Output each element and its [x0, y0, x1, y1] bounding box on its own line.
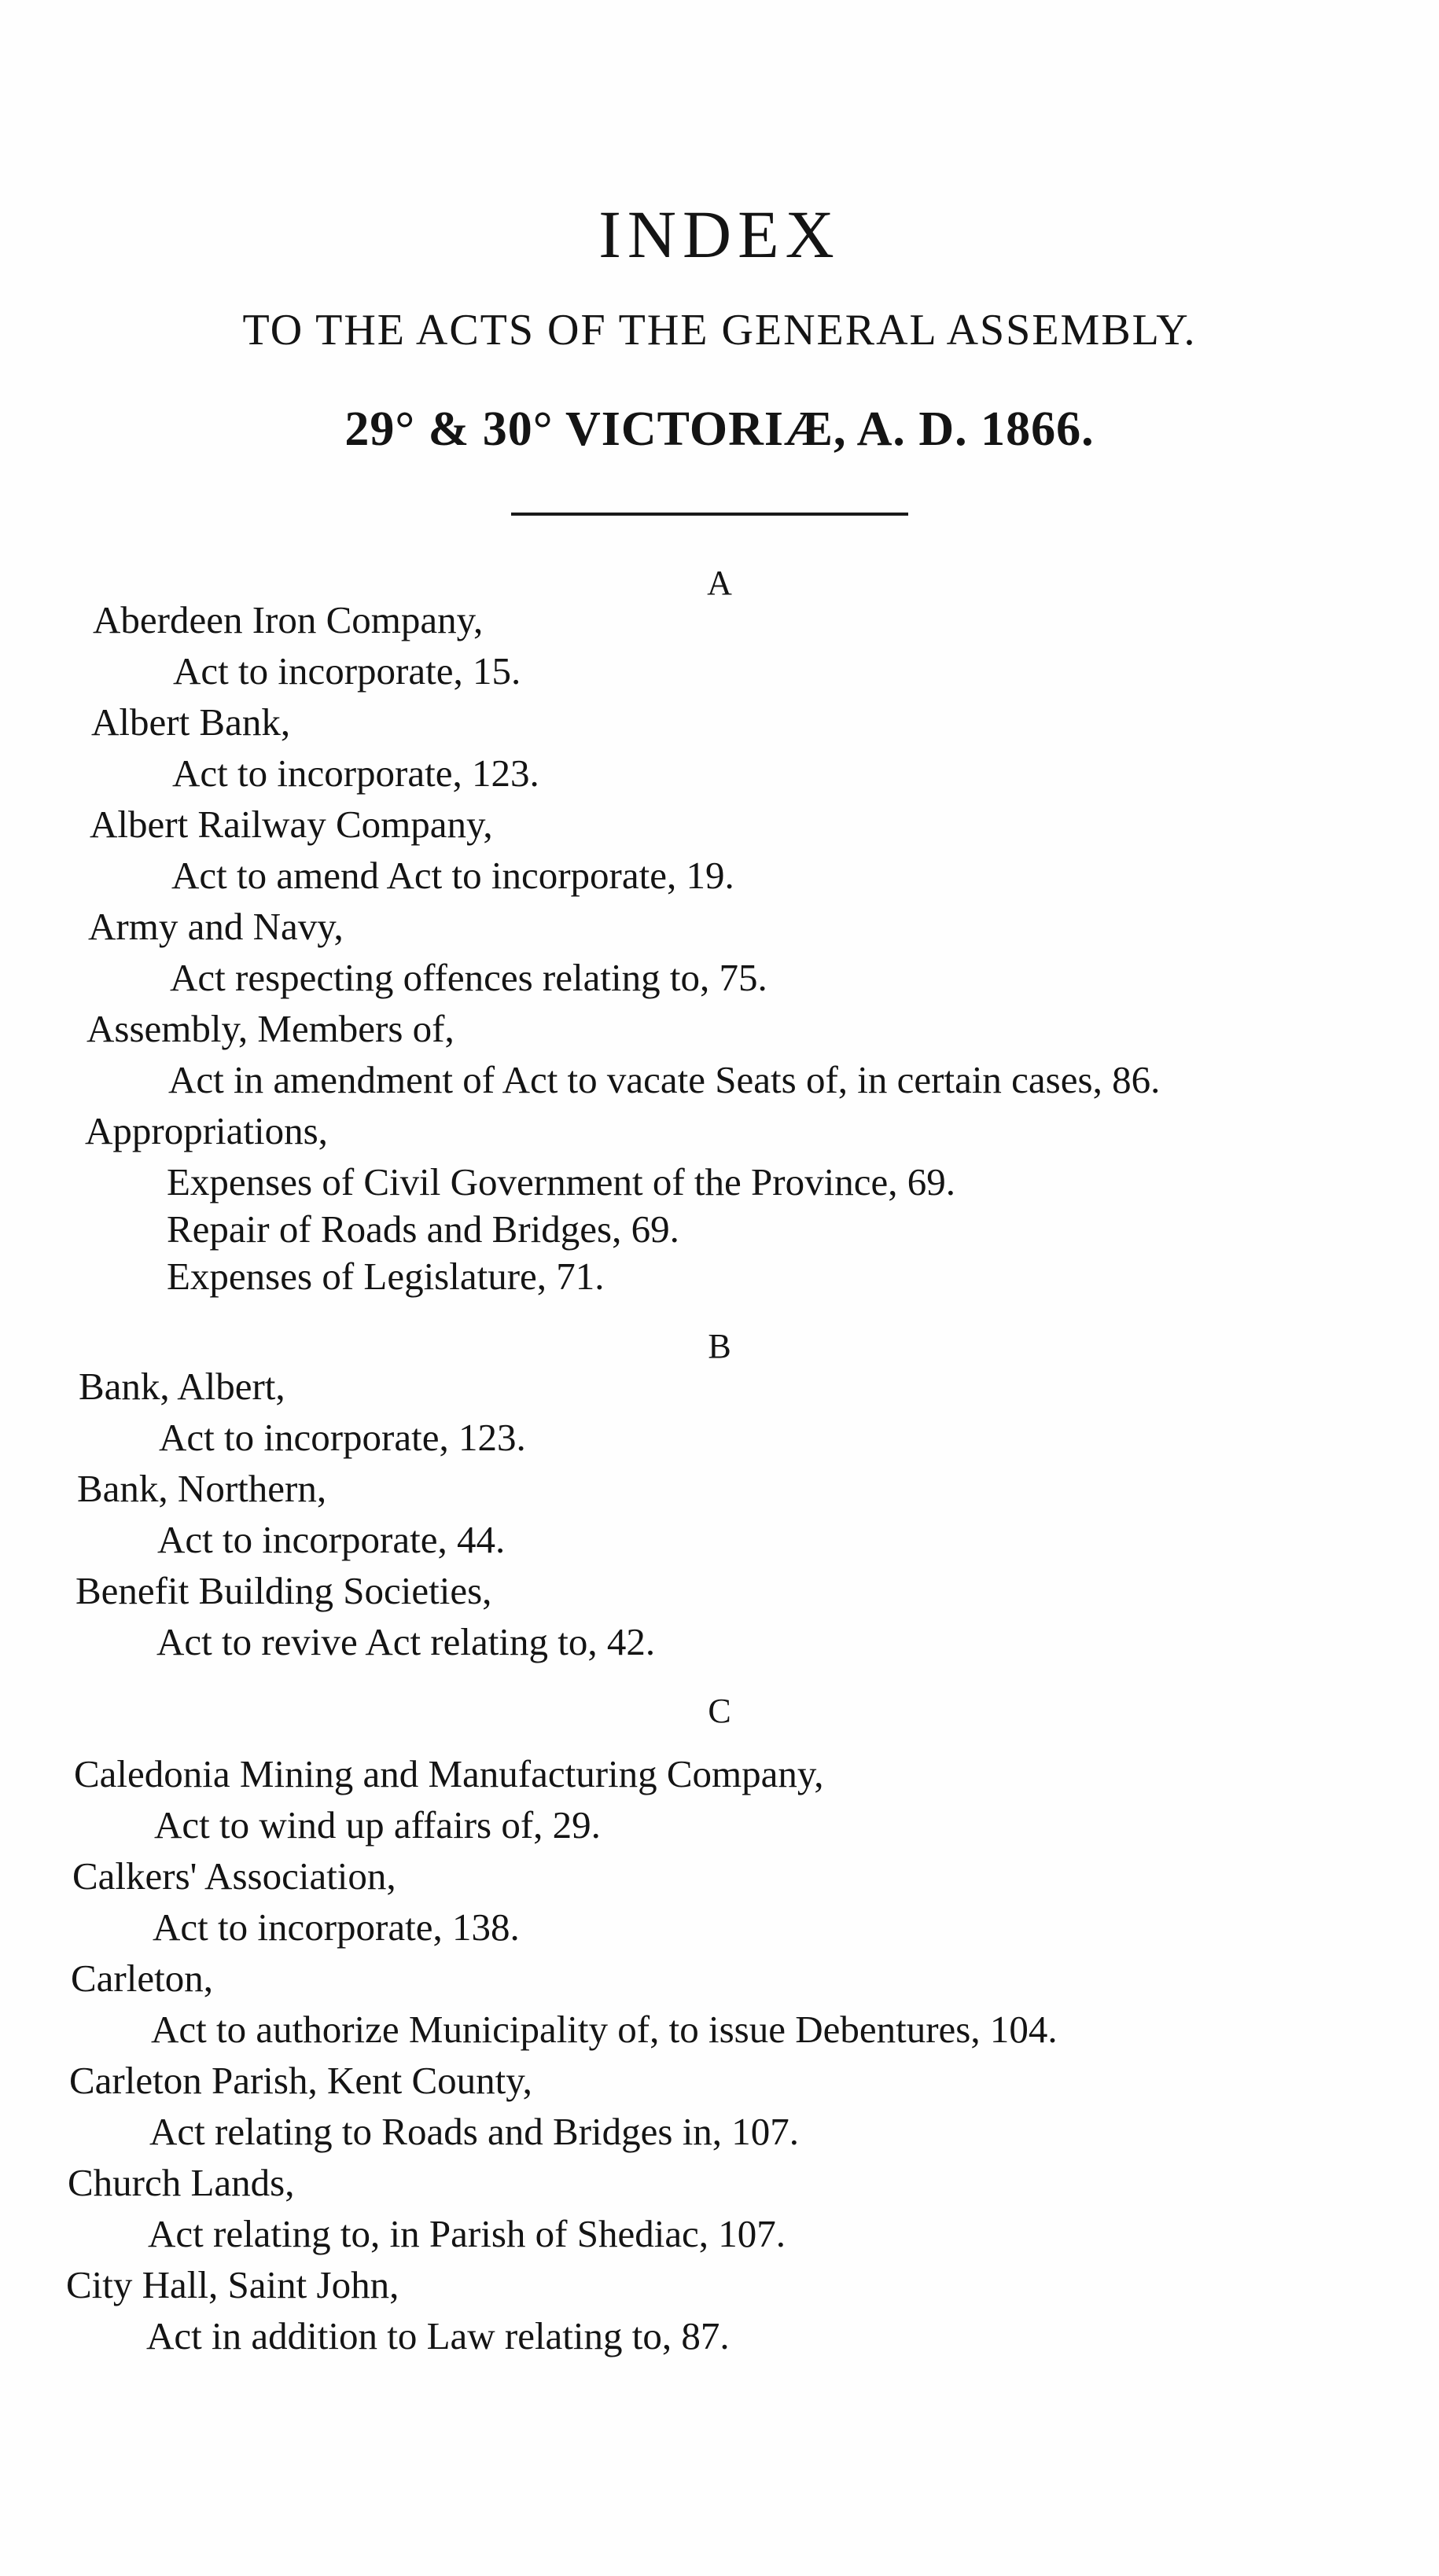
index-entry-sub: Act respecting offences relating to, 75.	[170, 956, 767, 999]
index-entry-heading: Assembly, Members of,	[86, 1007, 455, 1050]
index-entry-heading: Albert Railway Company,	[90, 803, 493, 846]
index-entry-sub: Act to wind up affairs of, 29.	[154, 1803, 601, 1847]
index-entry-sub: Expenses of Legislature, 71.	[167, 1255, 605, 1298]
index-entry-sub: Act to incorporate, 123.	[172, 751, 539, 795]
section-letter-a: A	[707, 564, 732, 602]
index-entry-sub: Repair of Roads and Bridges, 69.	[167, 1207, 679, 1251]
index-entry-heading: Bank, Northern,	[77, 1467, 327, 1510]
index-entry-sub: Act in addition to Law relating to, 87.	[146, 2314, 730, 2357]
index-entry-heading: Army and Navy,	[88, 905, 344, 948]
session-heading: 29° & 30° VICTORIÆ, A. D. 1866.	[344, 402, 1095, 456]
index-entry-heading: Calkers' Association,	[72, 1854, 396, 1898]
index-entry-sub: Act relating to Roads and Bridges in, 107.	[149, 2110, 800, 2153]
index-entry-heading: Church Lands,	[68, 2161, 295, 2204]
title-rule	[511, 513, 908, 516]
index-entry-sub: Act to amend Act to incorporate, 19.	[171, 854, 734, 897]
index-entry-heading: Caledonia Mining and Manufacturing Company,	[74, 1752, 824, 1795]
section-letter-b: B	[708, 1327, 731, 1365]
index-entry-heading: Carleton,	[71, 1957, 213, 2000]
index-entry-sub: Act relating to, in Parish of Shediac, 107.	[148, 2212, 786, 2255]
index-entry-heading: Albert Bank,	[91, 700, 291, 744]
index-entry-heading: Aberdeen Iron Company,	[93, 598, 484, 641]
index-entry-sub: Act to incorporate, 123.	[159, 1416, 526, 1459]
index-entry-sub: Act to incorporate, 44.	[157, 1518, 506, 1561]
index-entry-heading: Carleton Parish, Kent County,	[69, 2059, 532, 2102]
index-entry-sub: Act to authorize Municipality of, to issue Debentures, 104.	[151, 2008, 1058, 2051]
page-subtitle: TO THE ACTS OF THE GENERAL ASSEMBLY.	[242, 306, 1197, 355]
index-entry-heading: Benefit Building Societies,	[75, 1569, 492, 1612]
index-entry-sub: Act to incorporate, 138.	[153, 1905, 520, 1949]
index-entry-sub: Expenses of Civil Government of the Province, 69.	[167, 1160, 955, 1203]
index-entry-sub: Act to incorporate, 15.	[173, 649, 521, 693]
section-letter-c: C	[708, 1692, 731, 1730]
index-entry-heading: City Hall, Saint John,	[66, 2263, 399, 2306]
index-entry-sub: Act to revive Act relating to, 42.	[156, 1620, 656, 1663]
page-title: INDEX	[598, 197, 841, 272]
index-entry-sub: Act in amendment of Act to vacate Seats of, in certain cases, 86.	[168, 1058, 1161, 1101]
index-entry-heading: Bank, Albert,	[79, 1365, 285, 1408]
index-entry-heading: Appropriations,	[85, 1109, 328, 1152]
